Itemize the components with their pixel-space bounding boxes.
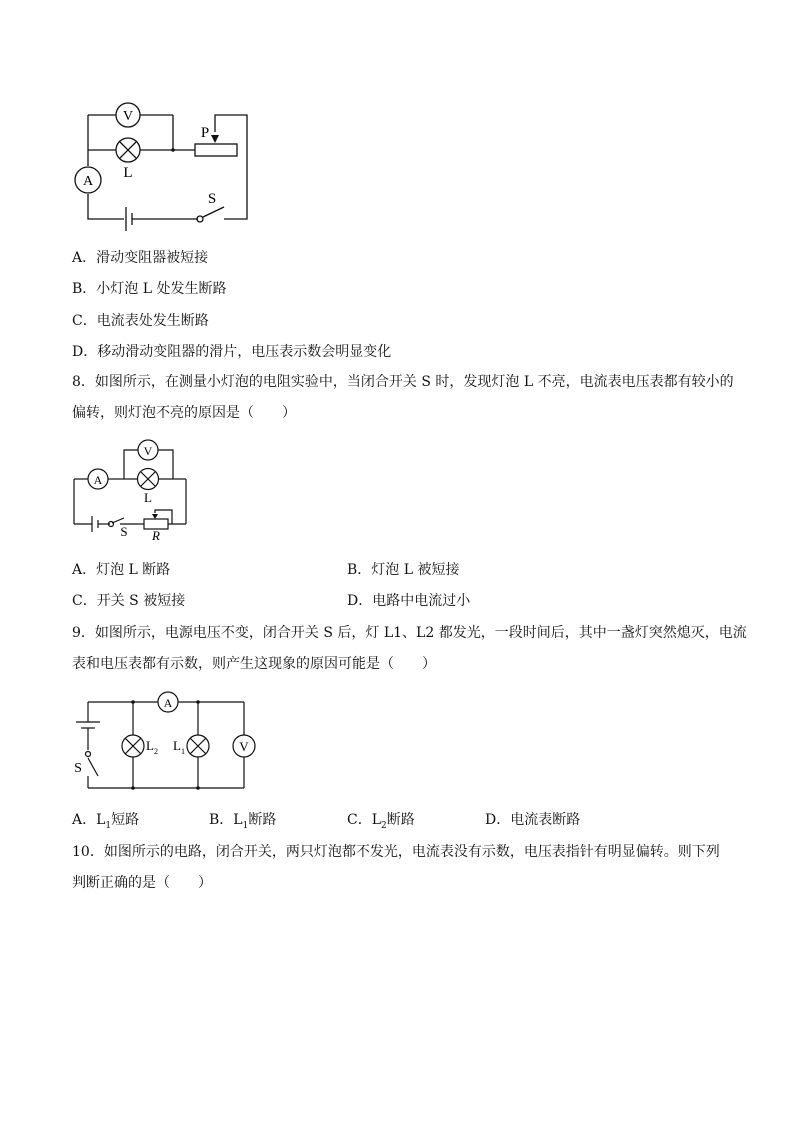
q8-option-c: C．开关 S 被短接 [72, 593, 186, 609]
q9-option-b-sub: 1 [242, 820, 249, 831]
circuit-diagram-q9 [70, 688, 270, 798]
q8-option-d: D．电路中电流过小 [347, 593, 471, 609]
q9-option-c-text: C．L [347, 812, 382, 828]
q9-stem-line2: 表和电压表都有示数，则产生这现象的原因可能是（ ） [72, 656, 436, 672]
q8-switch-label: S [120, 524, 128, 539]
q9-l2-subscript: 2 [154, 747, 158, 756]
q9-option-a-text: A．L [72, 812, 106, 828]
switch-label: S [207, 191, 217, 207]
q8-lamp-label: L [144, 490, 152, 505]
q8-stem-line2: 偏转，则灯泡不亮的原因是（ ） [72, 405, 296, 421]
q8-rheostat-label: R [152, 528, 160, 543]
circuit-diagram-q8 [70, 436, 200, 546]
voltmeter-label: V [122, 109, 134, 124]
q9-option-b [209, 810, 276, 836]
q8-voltmeter-label: V [143, 444, 153, 458]
q9-ammeter-label: A [163, 696, 173, 710]
q8-option-a: A．灯泡 L 断路 [72, 562, 171, 578]
option-c: C．电流表处发生断路 [72, 313, 209, 329]
q9-option-a [72, 810, 139, 836]
q9-option-d: D．电流表断路 [485, 812, 581, 828]
lamp-label: L [123, 165, 133, 181]
q9-option-c [347, 810, 415, 836]
q8-ammeter-label: A [93, 473, 103, 487]
option-b: B．小灯泡 L 处发生断路 [72, 281, 227, 297]
q9-switch-label: S [74, 761, 82, 776]
q9-option-b-text: B．L [209, 812, 243, 828]
q8-stem-line1: 8．如图所示，在测量小灯泡的电阻实验中，当闭合开关 S 时，发现灯泡 L 不亮，电流表电压表都有较小的 [72, 374, 734, 390]
q9-l1-subscript: 1 [181, 747, 185, 756]
q9-voltmeter-label: V [239, 739, 249, 754]
q10-stem-line1: 10．如图所示的电路，闭合开关，两只灯泡都不发光，电流表没有示数，电压表指针有明显偏转。则下列 [72, 844, 720, 860]
q9-stem-line1: 9．如图所示，电源电压不变，闭合开关 S 后，灯 L1、L2 都发光，一段时间后，其中一盏灯突然熄灭，电流 [72, 625, 747, 641]
q9-option-a-suffix: 短路 [111, 812, 140, 828]
option-a: A．滑动变阻器被短接 [72, 250, 209, 266]
q8-option-b: B．灯泡 L 被短接 [347, 562, 460, 578]
q10-stem-line2: 判断正确的是（ ） [72, 875, 212, 891]
circuit-diagram-q7 [70, 95, 260, 245]
q9-option-b-suffix: 断路 [248, 812, 277, 828]
q9-option-a-sub: 1 [105, 820, 112, 831]
q9-option-c-suffix: 断路 [386, 812, 415, 828]
q9-option-c-sub: 2 [381, 820, 387, 831]
option-d: D．移动滑动变阻器的滑片，电压表示数会明显变化 [72, 344, 392, 360]
q9-l1-label: L [173, 738, 181, 753]
q9-l2-label: L [146, 738, 154, 753]
ammeter-label: A [82, 174, 94, 189]
slider-label: P [200, 125, 210, 141]
